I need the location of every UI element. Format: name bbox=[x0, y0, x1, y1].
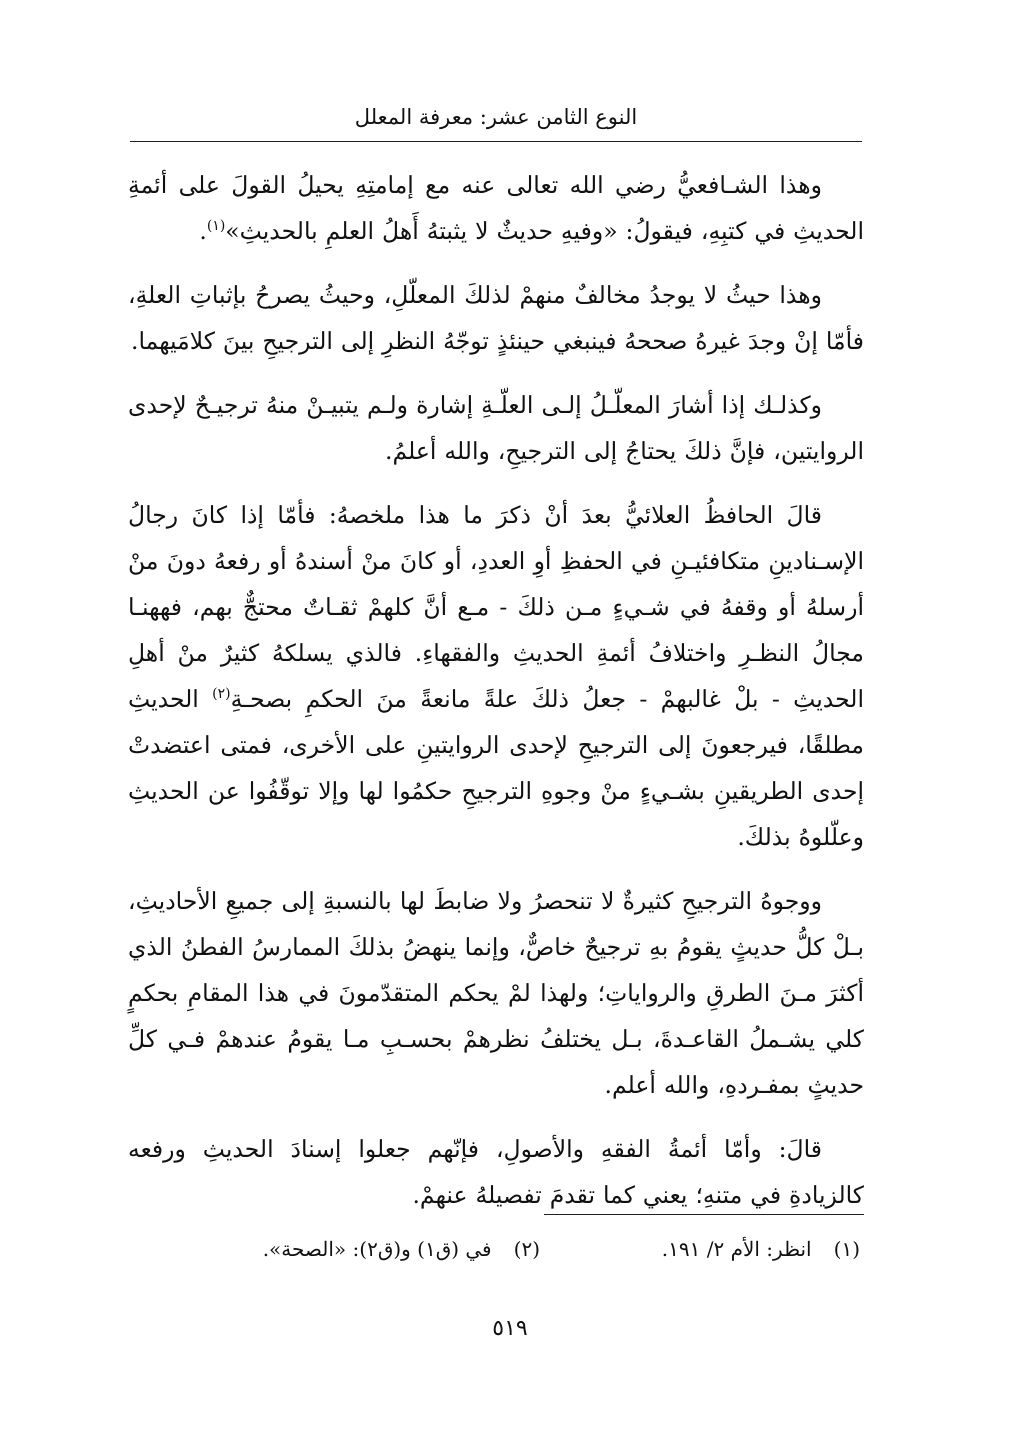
paragraph-3 bbox=[128, 382, 864, 474]
footnote-1 bbox=[540, 1234, 860, 1264]
paragraph-1-tail: . bbox=[199, 217, 207, 245]
paragraph-4-text: قالَ الحافظُ العلائيُّ بعدَ أنْ ذكرَ ما هذا ملخصهُ: فأمّا إذا كانَ رجالُ الإسـنادينِ متكافئيـنِ في الحفظِ أوِ العددِ، أو كانَ منْ أسندهُ أو رفعهُ دونَ منْ أرسلهُ أو وقفهُ في شـيءٍ مـن ذلكَ - مـع أنَّ كلهمْ ثقـاتٌ محتجٌّ بهم، فههنـا مجالُ النظـرِ واختلافُ أئمةِ الحديثِ والفقهاءِ. فالذي يسلكهُ كثيرٌ منْ أهلِ الحديثِ - بلْ غالبهمْ - جعلُ ذلكَ علةً مانعةً منَ الحكمِ بصحـةِ bbox=[128, 501, 864, 713]
paragraph-1-text: وهذا الشـافعيُّ رضي الله تعالى عنه مع إمامتِهِ يحيلُ القولَ على أئمةِ الحديثِ في كتبِهِ، فيقولُ: «وفيهِ حديثٌ لا يثبتهُ أَهلُ العلمِ بالحديثِ» bbox=[128, 171, 864, 245]
paragraph-4 bbox=[128, 492, 864, 860]
page-number: ٥١٩ bbox=[492, 1316, 528, 1341]
footnote-1-number: (١) bbox=[833, 1237, 860, 1261]
body-text bbox=[128, 162, 864, 1236]
paragraph-1 bbox=[128, 162, 864, 254]
paragraph-2-text: وهذا حيثُ لا يوجدُ مخالفٌ منهمْ لذلكَ المعلّلِ، وحيثُ يصرحُ بإثباتِ العلةِ، فأمّا إنْ وجدَ غيرهُ صححهُ فينبغي حينئذٍ توجّهُ النظرِ إلى الترجيحِ بينَ كلامَيهما. bbox=[128, 281, 864, 355]
paragraph-2 bbox=[128, 272, 864, 364]
running-header: النوع الثامن عشر: معرفة المعلل bbox=[354, 105, 638, 129]
footnotes bbox=[130, 1234, 860, 1264]
paragraph-6-text: قالَ: وأمّا أئمةُ الفقهِ والأصولِ، فإنّهم جعلوا إسنادَ الحديثِ ورفعه كالزيادةِ في متنهِ؛ يعني كما تقدمَ تفصيلهُ عنهمْ. bbox=[128, 1135, 864, 1209]
footnote-rule bbox=[544, 1214, 864, 1215]
paragraph-5 bbox=[128, 878, 864, 1108]
paragraph-4-tail: الحديثِ مطلقًا، فيرجعونَ إلى الترجيحِ لإحدى الروايتينِ على الأخرى، فمتى اعتضدتْ إحدى الطريقينِ بشـيءٍ منْ وجوهِ الترجيحِ حكمُوا لها وإلا توقّفُوا عن الحديثِ وعلّلوهُ بذلكَ. bbox=[128, 685, 864, 851]
footnote-ref-1: (١) bbox=[206, 218, 226, 235]
footnote-2-text: في (ق١) و(ق٢): «الصحة». bbox=[262, 1237, 492, 1261]
footnote-1-text: انظر: الأم ٢/ ١٩١. bbox=[661, 1237, 812, 1261]
footnote-2 bbox=[263, 1234, 540, 1264]
paragraph-6 bbox=[128, 1126, 864, 1218]
paragraph-3-text: وكذلـك إذا أشارَ المعلّـلُ إلـى العلّـةِ إشارة ولـم يتبيـنْ منهُ ترجيـحٌ لإحدى الروايتين، فإنَّ ذلكَ يحتاجُ إلى الترجيحِ، والله أعلمُ. bbox=[128, 391, 864, 465]
paragraph-5-text: ووجوهُ الترجيحِ كثيرةٌ لا تنحصرُ ولا ضابطَ لها بالنسبةِ إلى جميعِ الأحاديثِ، بـلْ كلُّ حديثٍ يقومُ بهِ ترجيحٌ خاصٌّ، وإنما ينهضُ بذلكَ الممارسُ الفطنُ الذي أكثرَ مـنَ الطرقِ والرواياتِ؛ ولهذا لمْ يحكم المتقدّمونَ في هذا المقامِ بحكمٍ كلي يشـملُ القاعـدةَ، بـل يختلفُ نظرهمْ بحسـبِ مـا يقومُ عندهمْ فـي كلِّ حديثٍ بمفـردهِ، والله أعلم. bbox=[128, 887, 864, 1099]
header-rule bbox=[130, 141, 862, 142]
footnote-2-number: (٢) bbox=[513, 1237, 540, 1261]
footnote-ref-2: (٢) bbox=[212, 686, 231, 703]
